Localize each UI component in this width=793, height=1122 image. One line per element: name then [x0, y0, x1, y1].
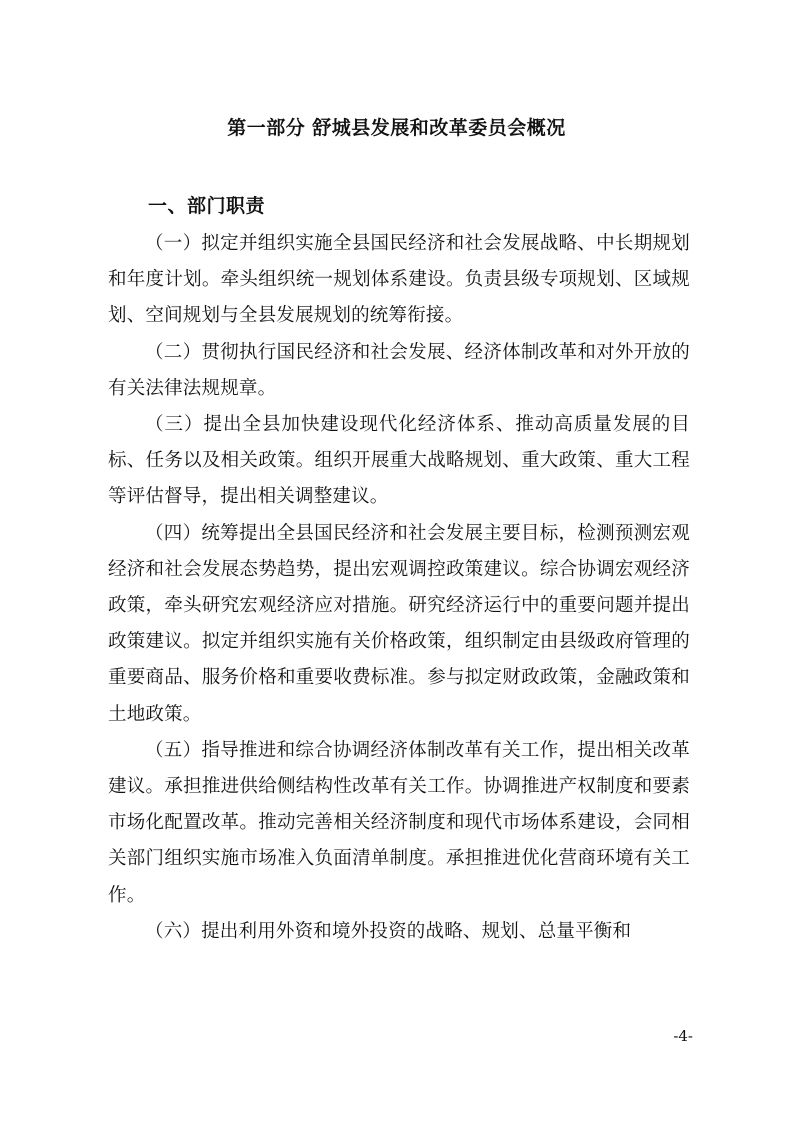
page-title: 第一部分 舒城县发展和改革委员会概况: [227, 117, 566, 139]
paragraph-4: （四）统筹提出全县国民经济和社会发展主要目标，检测预测宏观经济和社会发展态势趋势，提出宏观调控政策建议。综合协调宏观经济政策，牵头研究宏观经济应对措施。研究经济运行中的重要问题并提出政策建议。拟定并组织实施有关价格政策，组织制定由县级政府管理的重要商品、服务价格和重要收费标准。参与拟定财政政策，金融政策和土地政策。: [108, 522, 690, 725]
paragraph-1: （一）拟定并组织实施全县国民经济和社会发展战略、中长期规划和年度计划。牵头组织统一规划体系建设。负责县级专项规划、区域规划、空间规划与全县发展规划的统筹衔接。: [108, 233, 690, 327]
paragraph-2: （二）贯彻执行国民经济和社会发展、经济体制改革和对外开放的有关法律法规规章。: [108, 341, 690, 399]
page-number: -4-: [673, 1027, 693, 1045]
paragraph-5: （五）指导推进和综合协调经济体制改革有关工作，提出相关改革建议。承担推进供给侧结构性改革有关工作。协调推进产权制度和要素市场化配置改革。推动完善相关经济制度和现代市场体系建设，会同相关部门组织实施市场准入负面清单制度。承担推进优化营商环境有关工作。: [108, 739, 690, 906]
document-body: [108, 226, 690, 950]
paragraph-3: （三）提出全县加快建设现代化经济体系、推动高质量发展的目标、任务以及相关政策。组织开展重大战略规划、重大政策、重大工程等评估督导，提出相关调整建议。: [108, 414, 690, 508]
section-heading: 一、部门职责: [148, 195, 266, 217]
paragraph-6: （六）提出利用外资和境外投资的战略、规划、总量平衡和: [145, 920, 632, 942]
